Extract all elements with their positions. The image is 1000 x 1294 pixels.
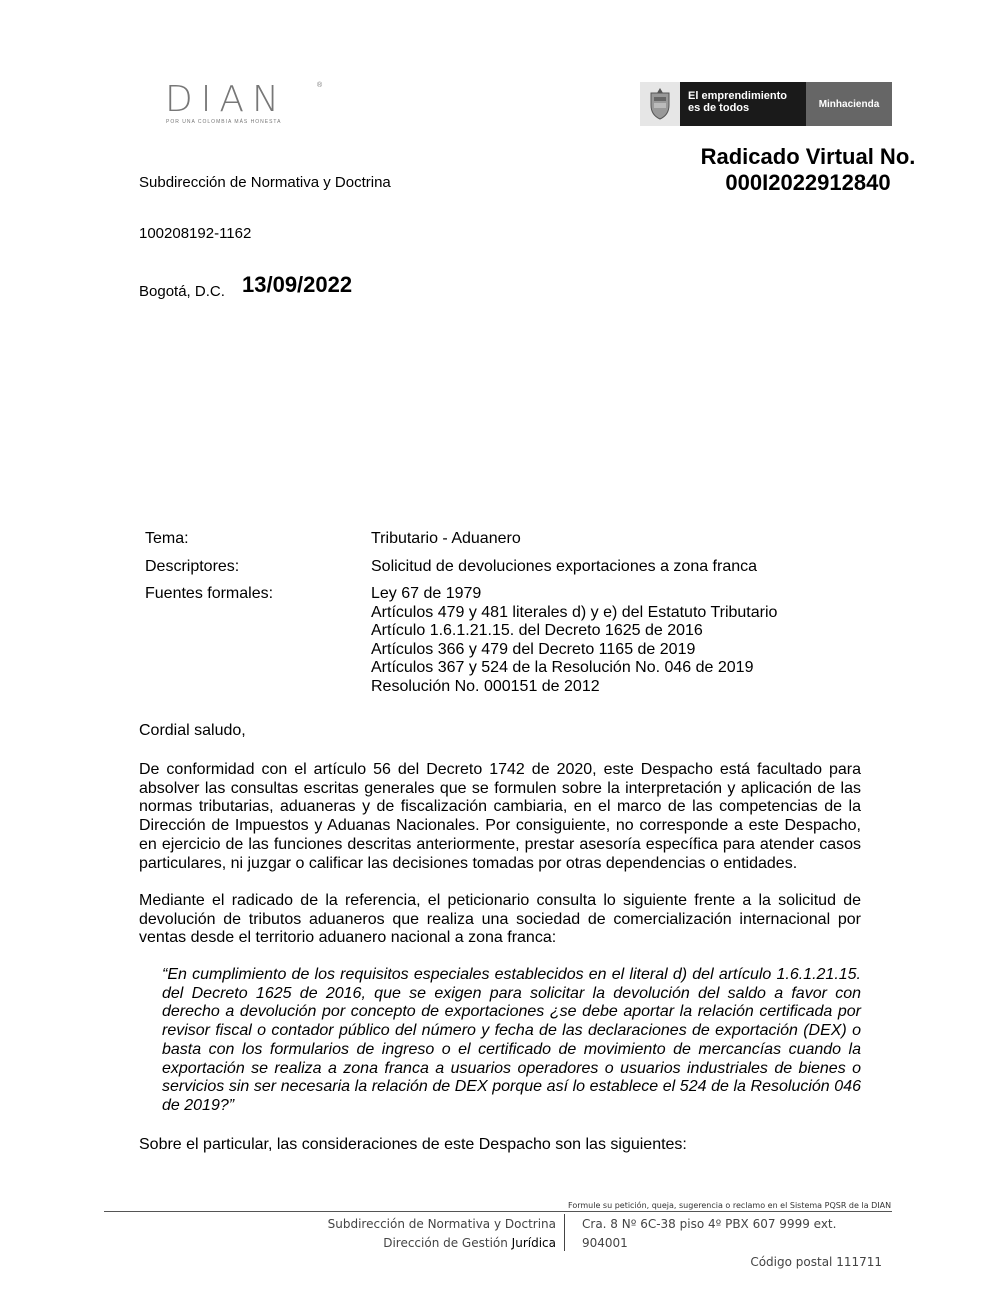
- radicado-number: 000I2022912840: [725, 170, 891, 195]
- subject-key: Fuentes formales:: [145, 585, 274, 602]
- paragraph-2: Mediante el radicado de la referencia, el peticionario consulta lo siguiente frente a la solicitud de devolución de tributos aduaneros que realiza una sociedad de comercialización internacional por ventas desde el territorio aduanero nacional a zona franca:: [139, 892, 861, 947]
- greeting: Cordial saludo,: [139, 722, 246, 739]
- subject-value: Solicitud de devoluciones exportaciones a zona franca: [371, 557, 758, 575]
- source-item: Artículo 1.6.1.21.15. del Decreto 1625 de 2016: [371, 622, 703, 639]
- footer-separator: [564, 1214, 565, 1251]
- colombia-coat-of-arms-icon: [640, 82, 680, 126]
- footer-divider: [104, 1211, 892, 1212]
- subject-row-fuentes: [145, 585, 777, 696]
- footer-office-line2: [300, 1234, 556, 1253]
- gov-banner-line1: El emprendimiento: [688, 90, 788, 102]
- subject-key: Tema:: [145, 530, 189, 547]
- place: Bogotá, D.C.: [139, 283, 225, 300]
- paragraph-3: Sobre el particular, las consideraciones de este Despacho son las siguientes:: [139, 1136, 687, 1153]
- office-name: Subdirección de Normativa y Doctrina: [139, 174, 391, 191]
- source-item: Resolución No. 000151 de 2012: [371, 677, 600, 695]
- gov-banner-line2: es de todos: [688, 102, 750, 114]
- dian-logo-registered: ®: [317, 82, 323, 89]
- gov-banner-ministry: Minhacienda: [806, 82, 892, 126]
- quoted-question: “En cumplimiento de los requisitos especiales establecidos en el literal d) del artículo 1.6.1.21.15. del Decreto 1625 de 2016, que se exigen para solicitar la devolución del saldo a favor con derecho a devolución por concepto de exportaciones ¿se debe aportar la relación certificada por revisor fiscal o contador público del número y fecha de las declaraciones de exportación (DEX) o basta con los formularios de ingreso o el certificado de movimiento de mercancías cuando la exportación se realiza a zona franca a usuarios operadores o usuarios industriales de bienes o servicios sin ser necesaria la relación de DEX porque así lo establece el 524 de la Resolución 046 de 2019?”: [162, 966, 861, 1114]
- source-item: Artículos 367 y 524 de la Resolución No. 046 de 2019: [371, 659, 754, 676]
- radicado-label: Radicado Virtual No.: [700, 144, 916, 169]
- footer-office-line2-a: Dirección de Gestión: [383, 1236, 512, 1250]
- subject-row-descriptores: [145, 558, 777, 577]
- subject-key: Descriptores:: [145, 557, 240, 575]
- footer-pqsr-note: Formule su petición, queja, sugerencia o reclamo en el Sistema PQSR de la DIAN: [568, 1201, 892, 1210]
- subject-table: [145, 530, 777, 705]
- document-date: 13/09/2022: [242, 272, 353, 297]
- paragraph-1: De conformidad con el artículo 56 del Decreto 1742 de 2020, este Despacho está facultado para absolver las consultas escritas generales que se formulen sobre la interpretación y aplicación de las normas tributarias, aduaneras y de fiscalización cambiaria, en el marco de las competencias de la Dirección de Impuestos y Aduanas Nacionales. Por consiguiente, no corresponde a este Despacho, en ejercicio de las funciones descritas anteriormente, prestar asesoría específica para atender casos particulares, ni juzgar o calificar las decisiones tomadas por otras dependencias o entidades.: [139, 761, 861, 872]
- footer-postal: Código postal 111711: [750, 1255, 882, 1269]
- footer-contact: [582, 1215, 882, 1272]
- radicado-block: [640, 144, 976, 196]
- dian-logo-word: DIAN: [165, 79, 287, 120]
- gov-banner-slogan: [680, 82, 806, 126]
- dian-logo-tagline: POR UNA COLOMBIA MÁS HONESTA: [166, 119, 282, 125]
- reference-number: 100208192-1162: [139, 225, 252, 242]
- dian-logo: [165, 79, 325, 128]
- subject-row-tema: [145, 530, 777, 549]
- footer-office-line1: Subdirección de Normativa y Doctrina: [327, 1217, 556, 1231]
- government-banner: [640, 82, 892, 126]
- source-item: Ley 67 de 1979: [371, 585, 482, 602]
- footer-address: Cra. 8 Nº 6C-38 piso 4º PBX 607 9999 ext. 904001: [582, 1217, 837, 1250]
- source-item: Artículos 366 y 479 del Decreto 1165 de 2019: [371, 640, 696, 658]
- footer-office-line2-b: Jurídica: [511, 1236, 556, 1250]
- footer-office: [300, 1215, 556, 1253]
- sources-list: [371, 585, 777, 696]
- source-item: Artículos 479 y 481 literales d) y e) del Estatuto Tributario: [371, 603, 778, 621]
- subject-value: Tributario - Aduanero: [371, 530, 521, 547]
